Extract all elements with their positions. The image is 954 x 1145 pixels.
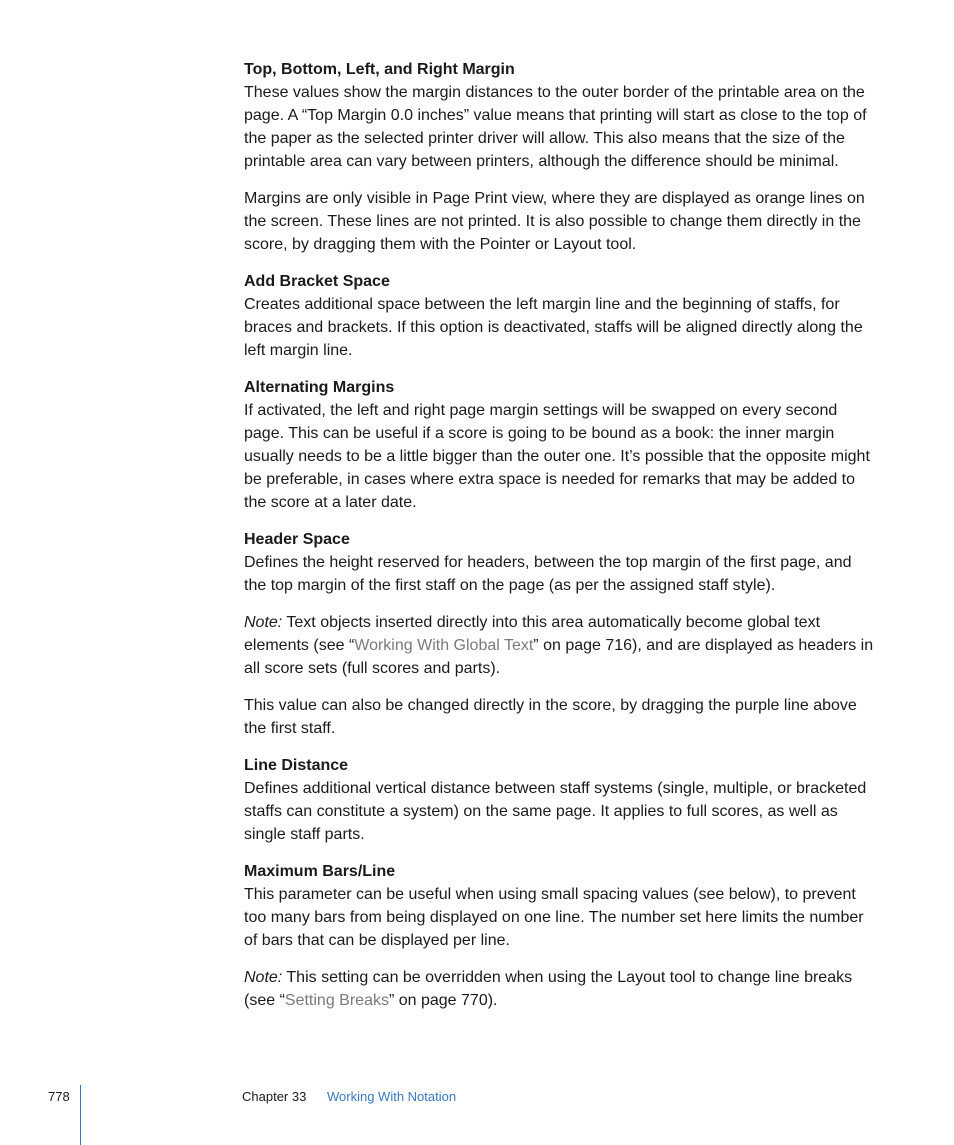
note-maximum-bars-line bbox=[244, 966, 874, 1012]
link-setting-breaks[interactable]: Setting Breaks bbox=[284, 992, 389, 1009]
paragraph-header-space: Defines the height reserved for headers, between the top margin of the first page, and the top margin of the first staff on the page (as per the assigned staff style). bbox=[244, 554, 852, 594]
heading-maximum-bars-line: Maximum Bars/Line bbox=[244, 863, 396, 880]
paragraph-alternating-margins: If activated, the left and right page margin settings will be swapped on every second page. This can be useful if a score is going to be bound as a book: the inner margin usually needs to be a little bigger than the outer one. It’s possible that the opposite might be preferable, in cases where extra space is needed for remarks that may be added to the score at a later date. bbox=[244, 402, 870, 511]
heading-header-space: Header Space bbox=[244, 531, 350, 548]
note-label: Note: bbox=[244, 614, 283, 631]
note-header-space bbox=[244, 611, 874, 680]
note-text-before: Text objects inserted directly into this area automatically become global text elements (see “ bbox=[244, 614, 821, 654]
heading-alternating-margins: Alternating Margins bbox=[244, 379, 395, 396]
paragraph-margin-1: These values show the margin distances to the outer border of the printable area on the page. A “Top Margin 0.0 inches” value means that printing will start as close to the top of the paper as the selected printer driver will allow. This also means that the size of the printable area can vary between printers, although the difference should be minimal. bbox=[244, 84, 867, 170]
heading-margin: Top, Bottom, Left, and Right Margin bbox=[244, 61, 515, 78]
note-label: Note: bbox=[244, 969, 283, 986]
paragraph-margin-2: Margins are only visible in Page Print view, where they are displayed as orange lines on the screen. These lines are not printed. It is also possible to change them directly in the score, by dragging them with the Pointer or Layout tool. bbox=[244, 190, 865, 253]
note-text-after: ” on page 770). bbox=[388, 992, 498, 1009]
note-text-before: This setting can be overridden when using the Layout tool to change line breaks (see “ bbox=[244, 969, 853, 1009]
heading-bracket-space: Add Bracket Space bbox=[244, 273, 390, 290]
page-content bbox=[244, 58, 874, 1026]
paragraph-maximum-bars-line: This parameter can be useful when using small spacing values (see below), to prevent too many bars from being displayed on one line. The number set here limits the number of bars that can be displayed per line. bbox=[244, 886, 864, 949]
paragraph-bracket-space: Creates additional space between the left margin line and the beginning of staffs, for braces and brackets. If this option is deactivated, staffs will be aligned directly along the left margin line. bbox=[244, 296, 863, 359]
chapter-title-link[interactable]: Working With Notation bbox=[327, 1089, 457, 1104]
link-working-with-global-text[interactable]: Working With Global Text bbox=[354, 637, 534, 654]
heading-line-distance: Line Distance bbox=[244, 757, 349, 774]
page-number: 778 bbox=[48, 1089, 70, 1104]
paragraph-line-distance: Defines additional vertical distance between staff systems (single, multiple, or bracketed staffs can constitute a system) on the same page. It applies to full scores, as well as single staff parts. bbox=[244, 780, 867, 843]
chapter-label: Chapter 33 bbox=[242, 1089, 307, 1104]
footer-divider bbox=[80, 1085, 81, 1145]
paragraph-header-space-2: This value can also be changed directly in the score, by dragging the purple line above the first staff. bbox=[244, 697, 857, 737]
note-text-after: ” on page 716), and are displayed as headers in all score sets (full scores and parts). bbox=[244, 637, 874, 677]
